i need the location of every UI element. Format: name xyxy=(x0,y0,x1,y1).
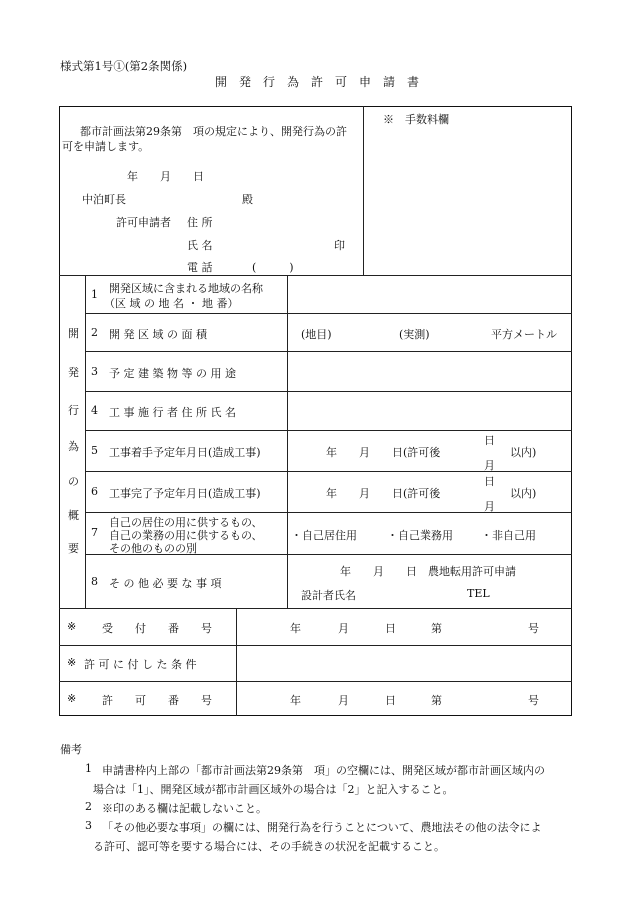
permit-go: 号 xyxy=(528,694,539,707)
name-label: 氏 名 xyxy=(187,239,213,252)
note-text: ※印のある欄は記載しないこと。 xyxy=(102,802,267,815)
section-char-5: の xyxy=(68,475,79,488)
row-label: 工事完了予定年月日(造成工事) xyxy=(109,487,261,500)
note-text: 申請書枠内上部の「都市計画法第29条第 項」の空欄には、開発区域が都市計画区域内の xyxy=(102,764,545,777)
top-section-bottom-line xyxy=(59,275,572,276)
row-label: 自己の業務の用に供するもの、 xyxy=(109,529,263,542)
unit-day: 日 xyxy=(484,475,495,488)
address-label: 住 所 xyxy=(187,216,213,229)
asterisk-mark: ※ xyxy=(67,692,77,705)
fee-column-divider xyxy=(363,106,364,276)
permit-number-label: 許 可 番 号 xyxy=(102,694,212,707)
seal-mark: 印 xyxy=(334,239,345,252)
section-char-1: 開 xyxy=(68,327,79,340)
designer-name-label[interactable]: 設計者氏名 xyxy=(301,589,356,602)
within-suffix: 以内) xyxy=(510,446,537,459)
form-number: 様式第1号①(第2条関係) xyxy=(60,59,188,73)
note-number: 3 xyxy=(85,819,92,832)
document-title: 開 発 行 為 許 可 申 請 書 xyxy=(215,75,420,89)
unit-month: 月 xyxy=(484,459,495,472)
row-number: 7 xyxy=(91,526,98,539)
intro-line-1: 都市計画法第29条第 項の規定により、開発行為の許 xyxy=(80,125,347,138)
asterisk-mark: ※ xyxy=(67,656,77,669)
square-meter-unit: 平方メートル xyxy=(491,328,557,341)
contractor-field[interactable] xyxy=(290,394,568,427)
row-number: 1 xyxy=(91,288,98,301)
permit-dai: 第 xyxy=(431,694,442,707)
area-name-field[interactable] xyxy=(290,280,568,310)
row-label: そ の 他 必 要 な 事 項 xyxy=(109,577,222,590)
reception-number-label: 受 付 番 号 xyxy=(102,622,212,635)
permit-conditions-field[interactable] xyxy=(240,648,568,678)
permit-conditions-label: 許 可 に 付 し た 条 件 xyxy=(84,658,197,671)
phone-parens[interactable]: ( ) xyxy=(252,261,294,274)
unit-month: 月 xyxy=(484,500,495,513)
option-self-business[interactable]: ・自己業務用 xyxy=(387,529,453,542)
reception-day: 日 xyxy=(385,622,396,635)
row-label: 開 発 区 域 の 面 積 xyxy=(109,328,207,341)
reception-dai: 第 xyxy=(431,622,442,635)
label-value-divider xyxy=(287,275,288,608)
section-char-4: 為 xyxy=(68,440,79,453)
start-date-field[interactable]: 年 月 日(許可後 xyxy=(326,446,441,459)
row-label: 工事着手予定年月日(造成工事) xyxy=(109,446,261,459)
row-label: 予 定 建 築 物 等 の 用 途 xyxy=(109,367,236,380)
option-self-residence[interactable]: ・自己居住用 xyxy=(291,529,357,542)
row-number: 2 xyxy=(91,326,98,339)
note-number: 2 xyxy=(85,800,92,813)
section-label-divider xyxy=(85,275,86,608)
asterisk-mark: ※ xyxy=(67,620,77,633)
row-number: 8 xyxy=(91,575,98,588)
bottom-label-divider xyxy=(236,608,237,716)
row-label: その他のものの別 xyxy=(109,542,197,555)
row-label: 自己の居住の用に供するもの、 xyxy=(109,516,263,529)
within-suffix: 以内) xyxy=(510,487,537,500)
measured-label[interactable]: (実測) xyxy=(399,328,430,341)
section-char-3: 行 xyxy=(68,404,79,417)
note-text: 「その他必要な事項」の欄には、開発行為を行うことについて、農地法その他の法令によ xyxy=(102,821,542,834)
farmland-permit-line[interactable]: 年 月 日 農地転用許可申請 xyxy=(340,565,516,578)
note-number: 1 xyxy=(85,762,92,775)
row-number: 5 xyxy=(91,444,98,457)
notes-heading: 備考 xyxy=(60,743,82,756)
section-char-7: 要 xyxy=(68,542,79,555)
note-text: 場合は「1」、開発区域が都市計画区域外の場合は「2」と記入すること。 xyxy=(93,783,454,796)
unit-day: 日 xyxy=(484,434,495,447)
permit-day: 日 xyxy=(385,694,396,707)
row-label: 開発区域に含まれる地域の名称 xyxy=(109,282,263,295)
row-number: 4 xyxy=(91,404,98,417)
row-number: 6 xyxy=(91,485,98,498)
building-use-field[interactable] xyxy=(290,355,568,387)
section-char-6: 概 xyxy=(68,509,79,522)
reception-year: 年 xyxy=(290,622,301,635)
row-label: 工 事 施 行 者 住 所 氏 名 xyxy=(109,406,236,419)
land-category-label[interactable]: (地目) xyxy=(301,328,332,341)
reception-go: 号 xyxy=(528,622,539,635)
permit-year: 年 xyxy=(290,694,301,707)
option-non-self[interactable]: ・非自己用 xyxy=(481,529,536,542)
row-label: （区 域 の 地 名 ・ 地 番） xyxy=(104,297,239,310)
section-char-2: 発 xyxy=(68,366,79,379)
row-number: 3 xyxy=(91,365,98,378)
note-text: る許可、認可等を要する場合には、その手続きの状況を記載すること。 xyxy=(93,840,445,853)
reception-month: 月 xyxy=(338,622,349,635)
honorific: 殿 xyxy=(242,193,253,206)
applicant-label: 許可申請者 xyxy=(116,216,171,229)
tel-label[interactable]: TEL xyxy=(467,587,490,600)
addressee: 中泊町長 xyxy=(82,193,126,206)
permit-month: 月 xyxy=(338,694,349,707)
completion-date-field[interactable]: 年 月 日(許可後 xyxy=(326,487,441,500)
phone-label: 電 話 xyxy=(187,261,213,274)
fee-label: ※ 手数料欄 xyxy=(383,113,449,126)
application-date[interactable]: 年 月 日 xyxy=(127,170,204,183)
intro-line-2: 可を申請します。 xyxy=(62,140,150,153)
